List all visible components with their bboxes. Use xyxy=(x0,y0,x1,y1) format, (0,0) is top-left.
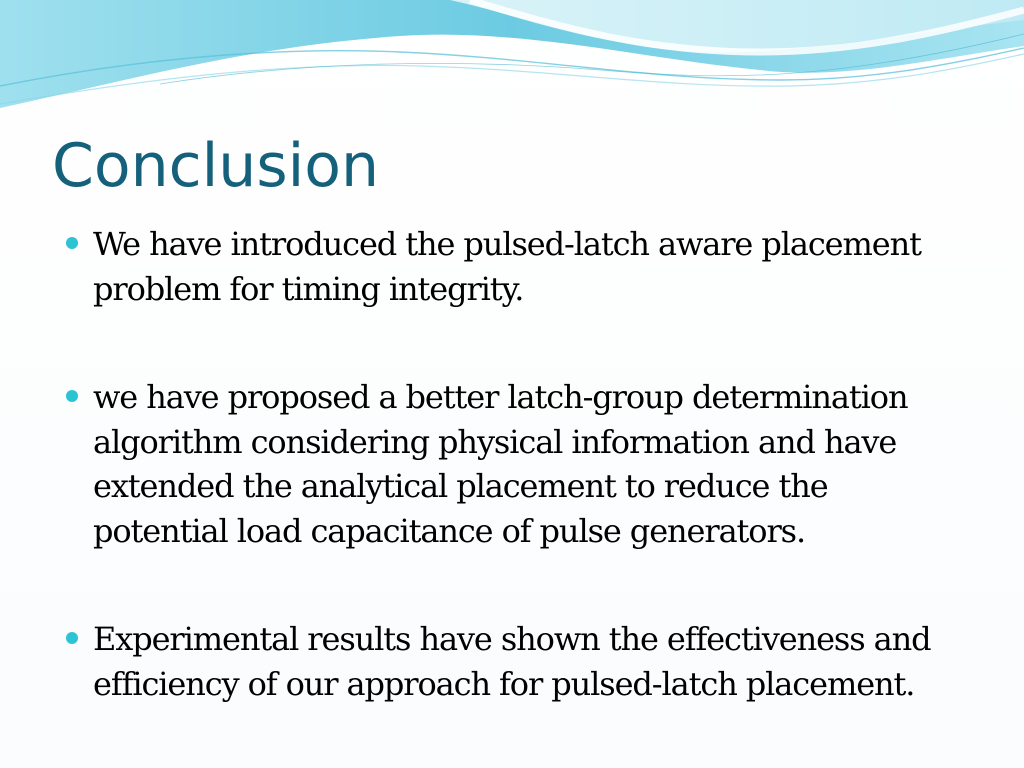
wave-header-decoration xyxy=(0,0,1024,130)
bullet-text: We have introduced the pulsed-latch aware placement problem for timing integrity. xyxy=(93,225,921,308)
bullet-icon xyxy=(66,390,78,402)
bullet-item xyxy=(66,617,966,706)
slide-title: Conclusion xyxy=(52,131,379,201)
bullet-icon xyxy=(66,632,78,644)
bullet-item xyxy=(66,222,966,311)
bullet-text: we have proposed a better latch-group determination algorithm considering physical information and have extended the analytical placement to reduce the potential load capacitance of pulse generators. xyxy=(93,378,908,550)
bullet-item xyxy=(66,375,966,553)
bullet-text: Experimental results have shown the effectiveness and efficiency of our approach for pulsed-latch placement. xyxy=(93,620,931,703)
bullet-icon xyxy=(66,237,78,249)
bullet-list xyxy=(66,222,966,706)
